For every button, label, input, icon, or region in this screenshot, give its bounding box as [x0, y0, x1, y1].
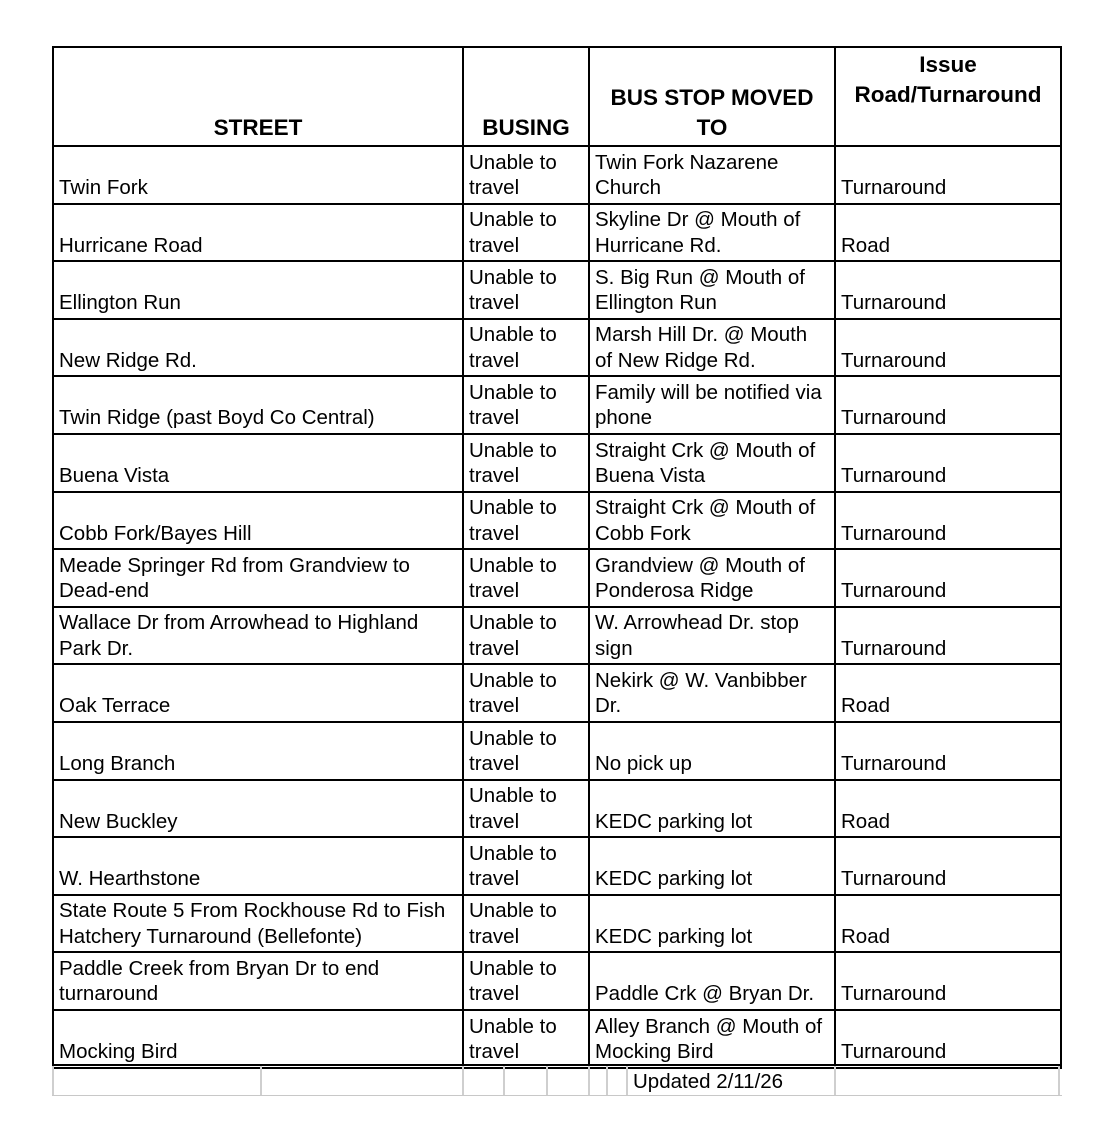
footer-row	[52, 1064, 1062, 1096]
footer-divider	[834, 1066, 836, 1095]
bus-stop-cell: Marsh Hill Dr. @ Mouth of New Ridge Rd.	[589, 319, 835, 377]
bus-stop-cell: Skyline Dr @ Mouth of Hurricane Rd.	[589, 204, 835, 262]
issue-cell: Road	[835, 664, 1061, 722]
issue-cell: Turnaround	[835, 434, 1061, 492]
issue-cell: Road	[835, 204, 1061, 262]
busing-cell: Unable to travel	[463, 722, 589, 780]
table-row	[53, 780, 1061, 838]
busing-cell: Unable to travel	[463, 204, 589, 262]
busing-cell: Unable to travel	[463, 549, 589, 607]
table-row	[53, 952, 1061, 1010]
footer-divider	[626, 1066, 628, 1095]
updated-date: Updated 2/11/26	[633, 1070, 784, 1093]
table-row	[53, 895, 1061, 953]
busing-cell: Unable to travel	[463, 434, 589, 492]
bus-stop-table	[52, 46, 1062, 1069]
street-cell: Twin Ridge (past Boyd Co Central)	[53, 376, 463, 434]
table-row	[53, 722, 1061, 780]
table-body	[53, 146, 1061, 1068]
street-cell: New Buckley	[53, 780, 463, 838]
bus-stop-cell: KEDC parking lot	[589, 837, 835, 895]
street-cell: Long Branch	[53, 722, 463, 780]
street-cell: Cobb Fork/Bayes Hill	[53, 492, 463, 550]
street-cell: Mocking Bird	[53, 1010, 463, 1068]
footer-divider	[546, 1066, 548, 1095]
issue-cell: Road	[835, 780, 1061, 838]
street-cell: Wallace Dr from Arrowhead to Highland Park Dr.	[53, 607, 463, 665]
table-row	[53, 261, 1061, 319]
footer-divider	[606, 1066, 608, 1095]
bus-stop-cell: Alley Branch @ Mouth of Mocking Bird	[589, 1010, 835, 1068]
busing-cell: Unable to travel	[463, 780, 589, 838]
bus-stop-cell: No pick up	[589, 722, 835, 780]
busing-cell: Unable to travel	[463, 376, 589, 434]
table-row	[53, 607, 1061, 665]
busing-cell: Unable to travel	[463, 837, 589, 895]
busing-cell: Unable to travel	[463, 607, 589, 665]
table-row	[53, 204, 1061, 262]
issue-cell: Turnaround	[835, 607, 1061, 665]
busing-cell: Unable to travel	[463, 146, 589, 204]
footer-divider	[503, 1066, 505, 1095]
header-bus-stop: BUS STOP MOVED TO	[589, 47, 835, 146]
street-cell: Twin Fork	[53, 146, 463, 204]
issue-cell: Turnaround	[835, 261, 1061, 319]
issue-cell: Turnaround	[835, 376, 1061, 434]
footer-divider	[260, 1066, 262, 1095]
header-issue-line1: Issue	[919, 52, 977, 77]
issue-cell: Turnaround	[835, 146, 1061, 204]
issue-cell: Turnaround	[835, 837, 1061, 895]
street-cell: Hurricane Road	[53, 204, 463, 262]
street-cell: New Ridge Rd.	[53, 319, 463, 377]
header-busing: BUSING	[463, 47, 589, 146]
busing-cell: Unable to travel	[463, 261, 589, 319]
footer-divider	[52, 1066, 54, 1095]
table-row	[53, 319, 1061, 377]
issue-cell: Turnaround	[835, 492, 1061, 550]
header-row	[53, 47, 1061, 146]
bus-stop-cell: Straight Crk @ Mouth of Cobb Fork	[589, 492, 835, 550]
footer-divider	[462, 1066, 464, 1095]
table-row	[53, 664, 1061, 722]
table-row	[53, 146, 1061, 204]
table-row	[53, 434, 1061, 492]
bus-stop-cell: Grandview @ Mouth of Ponderosa Ridge	[589, 549, 835, 607]
table-row	[53, 376, 1061, 434]
busing-cell: Unable to travel	[463, 895, 589, 953]
footer-divider	[1058, 1066, 1060, 1095]
bus-stop-cell: W. Arrowhead Dr. stop sign	[589, 607, 835, 665]
bus-stop-cell: KEDC parking lot	[589, 780, 835, 838]
bus-stop-cell: Nekirk @ W. Vanbibber Dr.	[589, 664, 835, 722]
issue-cell: Road	[835, 895, 1061, 953]
street-cell: State Route 5 From Rockhouse Rd to Fish Hatchery Turnaround (Bellefonte)	[53, 895, 463, 953]
issue-cell: Turnaround	[835, 722, 1061, 780]
bus-stop-cell: KEDC parking lot	[589, 895, 835, 953]
header-issue-line2: Road/Turnaround	[854, 82, 1042, 107]
header-street: STREET	[53, 47, 463, 146]
street-cell: Ellington Run	[53, 261, 463, 319]
table-row	[53, 837, 1061, 895]
busing-cell: Unable to travel	[463, 319, 589, 377]
busing-cell: Unable to travel	[463, 1010, 589, 1068]
street-cell: W. Hearthstone	[53, 837, 463, 895]
busing-cell: Unable to travel	[463, 664, 589, 722]
street-cell: Paddle Creek from Bryan Dr to end turnaround	[53, 952, 463, 1010]
table-row	[53, 549, 1061, 607]
bus-stop-cell: Twin Fork Nazarene Church	[589, 146, 835, 204]
table-row	[53, 492, 1061, 550]
issue-cell: Turnaround	[835, 319, 1061, 377]
header-issue	[835, 47, 1061, 146]
bus-stop-cell: Paddle Crk @ Bryan Dr.	[589, 952, 835, 1010]
street-cell: Buena Vista	[53, 434, 463, 492]
issue-cell: Turnaround	[835, 549, 1061, 607]
footer-divider	[588, 1066, 590, 1095]
busing-cell: Unable to travel	[463, 952, 589, 1010]
issue-cell: Turnaround	[835, 1010, 1061, 1068]
street-cell: Meade Springer Rd from Grandview to Dead-end	[53, 549, 463, 607]
bus-stop-cell: Family will be notified via phone	[589, 376, 835, 434]
issue-cell: Turnaround	[835, 952, 1061, 1010]
table-row	[53, 1010, 1061, 1068]
busing-cell: Unable to travel	[463, 492, 589, 550]
bus-stop-cell: Straight Crk @ Mouth of Buena Vista	[589, 434, 835, 492]
street-cell: Oak Terrace	[53, 664, 463, 722]
bus-stop-cell: S. Big Run @ Mouth of Ellington Run	[589, 261, 835, 319]
